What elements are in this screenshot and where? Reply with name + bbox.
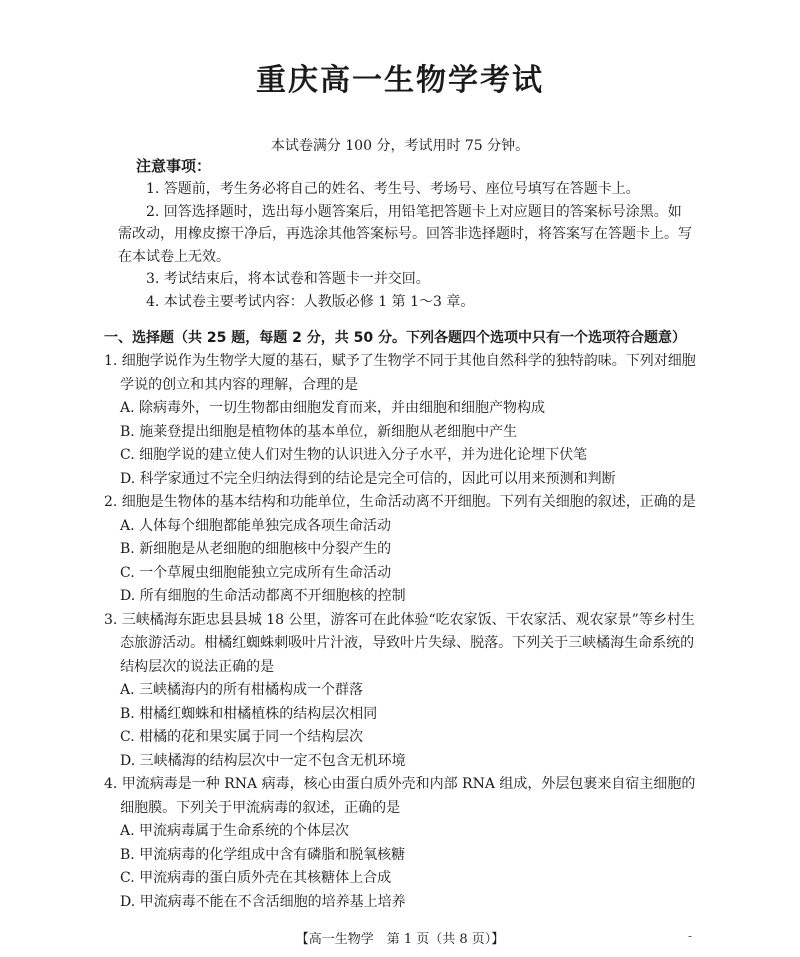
question-list (104, 350, 698, 914)
section-heading: 一、选择题（共 25 题，每题 2 分，共 50 分。下列各题四个选项中只有一个选项符合题意） (104, 330, 686, 346)
question-stem: 3. 三峡橘海东距忠县县城 18 公里，游客可在此体验“吃农家饭、干农家活、观农家景”等乡村生态旅游活动。柑橘红蜘蛛刺吸叶片汁液，导致叶片失绿、脱落。下列关于三峡橘海生命系统的结构层次的说法正确的是 (104, 611, 695, 675)
exam-title: 重庆高一生物学考试 (256, 63, 544, 98)
option-d: D. 所有细胞的生命活动都离不开细胞核的控制 (120, 588, 406, 604)
option-a: A. 三峡橘海内的所有柑橘构成一个群落 (120, 682, 364, 698)
option-c: C. 甲流病毒的蛋白质外壳在其核糖体上合成 (120, 870, 392, 886)
option-c: C. 柑橘的花和果实属于同一个结构层次 (120, 729, 364, 745)
option-c: C. 细胞学说的建立使人们对生物的认识进入分子水平，并为进化论埋下伏笔 (120, 447, 588, 463)
question-2 (104, 491, 698, 609)
option-a: A. 甲流病毒属于生命系统的个体层次 (120, 823, 350, 839)
notice-heading: 注意事项： (136, 157, 212, 175)
question-1 (104, 350, 698, 491)
question-stem: 1. 细胞学说作为生物学大厦的基石，赋予了生物学不同于其他自然科学的独特韵味。下列对细胞学说的创立和其内容的理解，合理的是 (104, 353, 696, 393)
question-stem: 2. 细胞是生物体的基本结构和功能单位，生命活动离不开细胞。下列有关细胞的叙述，正确的是 (104, 494, 696, 510)
question-3 (104, 609, 698, 774)
option-d: D. 甲流病毒不能在不含活细胞的培养基上培养 (120, 893, 406, 910)
option-b: B. 施莱登提出细胞是植物体的基本单位，新细胞从老细胞中产生 (120, 423, 518, 440)
option-b: B. 甲流病毒的化学组成中含有磷脂和脱氧核糖 (120, 846, 406, 863)
option-d: D. 三峡橘海的结构层次中一定不包含无机环境 (120, 752, 406, 769)
exam-subtitle: 本试卷满分 100 分，考试用时 75 分钟。 (270, 138, 530, 154)
question-stem: 4. 甲流病毒是一种 RNA 病毒，核心由蛋白质外壳和内部 RNA 组成，外层包裹来自宿主细胞的细胞膜。下列关于甲流病毒的叙述，正确的是 (104, 776, 696, 816)
option-b: B. 新细胞是从老细胞的细胞核中分裂产生的 (120, 541, 392, 557)
option-b: B. 柑橘红蜘蛛和柑橘植株的结构层次相同 (120, 705, 378, 722)
option-d: D. 科学家通过不完全归纳法得到的结论是完全可信的，因此可以用来预测和判断 (120, 470, 616, 487)
option-c: C. 一个草履虫细胞能独立完成所有生命活动 (120, 564, 392, 581)
option-a: A. 人体每个细胞都能单独完成各项生命活动 (120, 517, 392, 534)
notice-item: 2. 回答选择题时，选出每小题答案后，用铅笔把答题卡上对应题目的答案标号涂黑。如需改动，用橡皮擦干净后，再选涂其他答案标号。回答非选择题时，将答案写在答题卡上。写在本试卷上无效。 (118, 203, 692, 265)
notice-item: 4. 本试卷主要考试内容：人教版必修 1 第 1～3 章。 (146, 293, 475, 310)
notice-list (118, 178, 694, 313)
corner-mark: - (688, 929, 693, 943)
option-a: A. 除病毒外，一切生物都由细胞发育而来，并由细胞和细胞产物构成 (120, 400, 546, 416)
page-footer: 【高一生物学 第 1 页（共 8 页）】 (295, 932, 505, 947)
question-4 (104, 773, 698, 914)
notice-item: 3. 考试结束后，将本试卷和答题卡一并交回。 (146, 271, 430, 287)
notice-item: 1. 答题前，考生务必将自己的姓名、考生号、考场号、座位号填写在答题卡上。 (146, 181, 640, 197)
